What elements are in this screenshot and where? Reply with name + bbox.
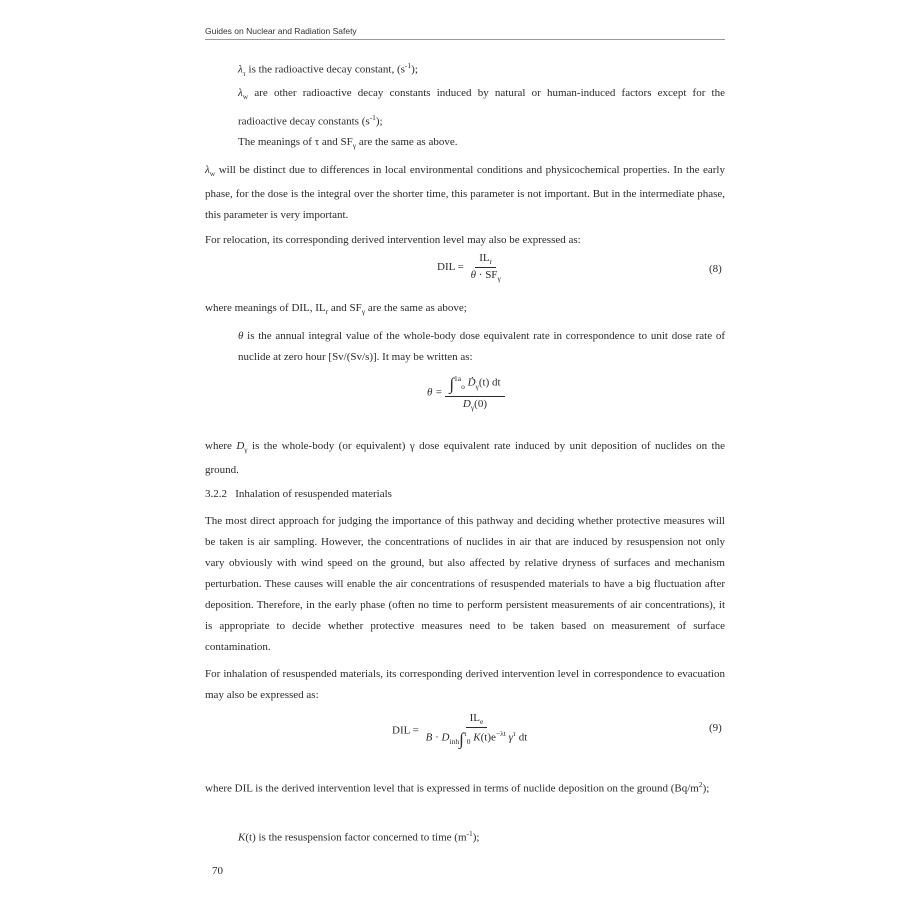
meanings-note: The meanings of τ and $SF_\gamma$ are the same as above. [238,136,458,151]
page-number: 70 [212,865,223,877]
d-gamma-paragraph: where $D_\gamma$ is the whole-body (or equivalent) γ dose equivalent rate induced by unit deposition of nuclides on the ground. [205,440,725,477]
running-header: Guides on Nuclear and Radiation Safety [205,26,725,40]
air-sampling-paragraph: The most direct approach for judging the importance of this pathway and deciding whether protective measures will be taken is air sampling. However, the concentrations of nuclides in air that are induced by resuspension not only vary obviously with wind speed on the ground, but also affected by relative dryness of surfaces and mechanism perturbation. These causes will enable the air concentrations of resuspended materials to have a big fluctuation after deposition. Therefore, in the early phase (often no time to perform persistent measurements of air concentrations), it is appropriate to decide whether protective measures need to be taken based on measurement of surface contamination. [205,515,725,653]
lambda-w-definition: $\lambda_w$ are other radioactive decay constants induced by natural or human-induced factors except for the radioactive decay constants $(s^{-1})$; [238,87,725,128]
lambda-tau-definition: $\lambda_\tau$ is the radioactive decay constant, $(s^{-1})$; [238,61,418,78]
evacuation-intro: For inhalation of resuspended materials, its corresponding derived intervention level in correspondence to evacuation may also be expressed as: [205,668,725,701]
dil-definition: where DIL is the derived intervention level that is expressed in terms of nuclide deposition on the ground $(Bq/m^2)$; [205,780,710,795]
lambda-w-paragraph: $\lambda_w$ will be distinct due to differences in local environmental conditions and physicochemical properties. In the early phase, for the dose is the integral over the shorter time, this parameter is not important. But in the intermediate phase, this parameter is very important. [205,164,725,222]
equation-8-number: (8) [709,263,722,275]
section-heading: 3.2.2 Inhalation of resuspended materials [205,488,392,500]
theta-definition: θ is the annual integral value of the whole-body dose equivalent rate in correspondence to unit dose rate of nuclide at zero hour [Sv/(Sv/s)]. It may be written as: [238,330,725,363]
meanings-paragraph: where meanings of DIL, $IL_r$ and $SF_\gamma$ are the same as above; [205,302,467,317]
equation-9: DIL = $\frac{IL_e}{B \cdot D_{inh}\int^\tau_0 K(t)e^{-\lambda t} \gamma^\tau dt}$ [392,712,528,749]
equation-theta: θ = $\frac{\int^{1a}_o Ḋ_\gamma(t) dt}{D_\gamma(0)}$ [427,374,505,412]
k-definition: K(t) is the resuspension factor concerned to time $(m^{-1})$; [238,829,480,844]
equation-8: DIL = $\frac{IL_r}{\theta \cdot SF_\gamma}$ [437,252,501,284]
equation-9-number: (9) [709,722,722,734]
relocation-intro: For relocation, its corresponding derived intervention level may also be expressed as: [205,234,581,246]
